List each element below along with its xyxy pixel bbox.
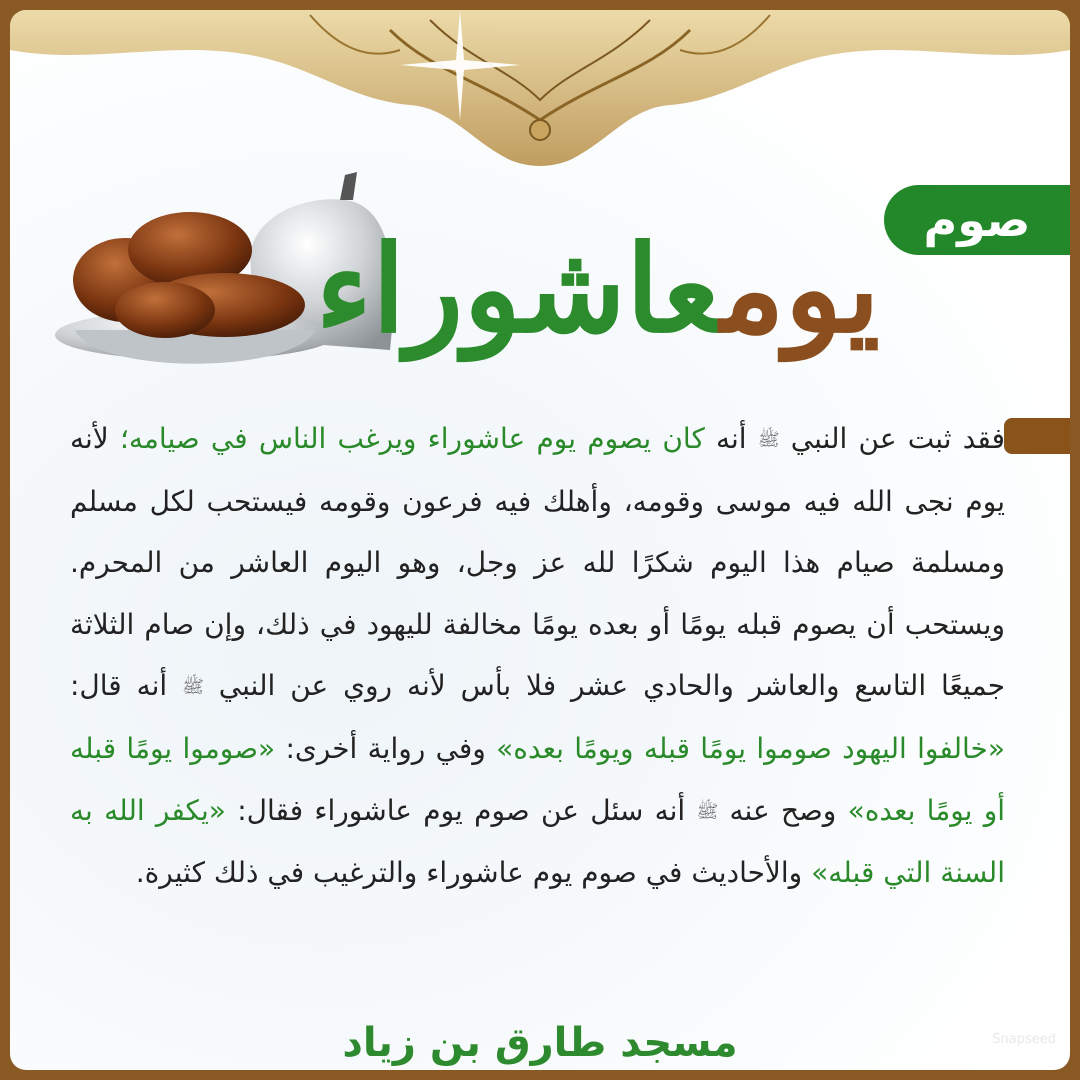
watermark: Snapseed [992,1032,1056,1047]
sawm-badge: صوم [884,185,1070,255]
salla-icon-2: ﷺ [182,676,204,698]
body-seg-3: كان يصوم يوم عاشوراء ويرغب الناس في صيامه؛ [120,422,705,455]
side-tab-decoration [1004,418,1070,454]
body-seg-7: وفي رواية أخرى: [285,732,486,765]
body-seg-5: أنه قال: [70,669,168,703]
mosque-name-footer: مسجد طارق بن زياد [342,1020,738,1066]
golden-ornament-icon [10,10,1070,170]
body-seg-10: أنه سئل عن صوم يوم عاشوراء فقال: [237,793,686,827]
article-body [70,408,1005,904]
page-title [315,195,880,395]
hadith-1: «خالفوا اليهود صوموا يومًا قبله ويومًا بعده» [496,732,1005,765]
body-seg-1: فقد ثبت عن النبي [790,422,1005,455]
body-seg-4: لأنه يوم نجى الله فيه موسى وقومه، وأهلك فيه فرعون وقومه فيستحب لكل مسلم ومسلمة صيام هذا اليوم شكرًا لله عز وجل، وهو اليوم العاشر من المحرم. ويستحب أن يصوم قبله يومًا أو بعده يومًا مخالفة لليهود في ذلك، وإن صام الثلاثة جميعًا التاسع والعاشر والحادي عشر فلا بأس لأنه روي عن النبي [70,422,1006,703]
card [10,10,1070,1070]
salla-icon-1: ﷺ [757,429,780,451]
body-seg-2: أنه [716,422,747,455]
hadith-2: «صوموا يومًا قبله أو يومًا بعده» [70,732,1006,827]
salla-icon-3: ﷺ [696,800,719,822]
hadith-3: «يكفر الله به السنة التي قبله» [70,793,1005,890]
body-seg-9: وصح عنه [729,793,837,827]
body-seg-12: والأحاديث في صوم يوم عاشوراء والترغيب في ذلك كثيرة. [135,856,803,890]
title-part-ashura: عاشوراء [315,219,721,360]
title-part-yawm: يوم [720,219,880,360]
sparkle-icon [400,10,520,120]
